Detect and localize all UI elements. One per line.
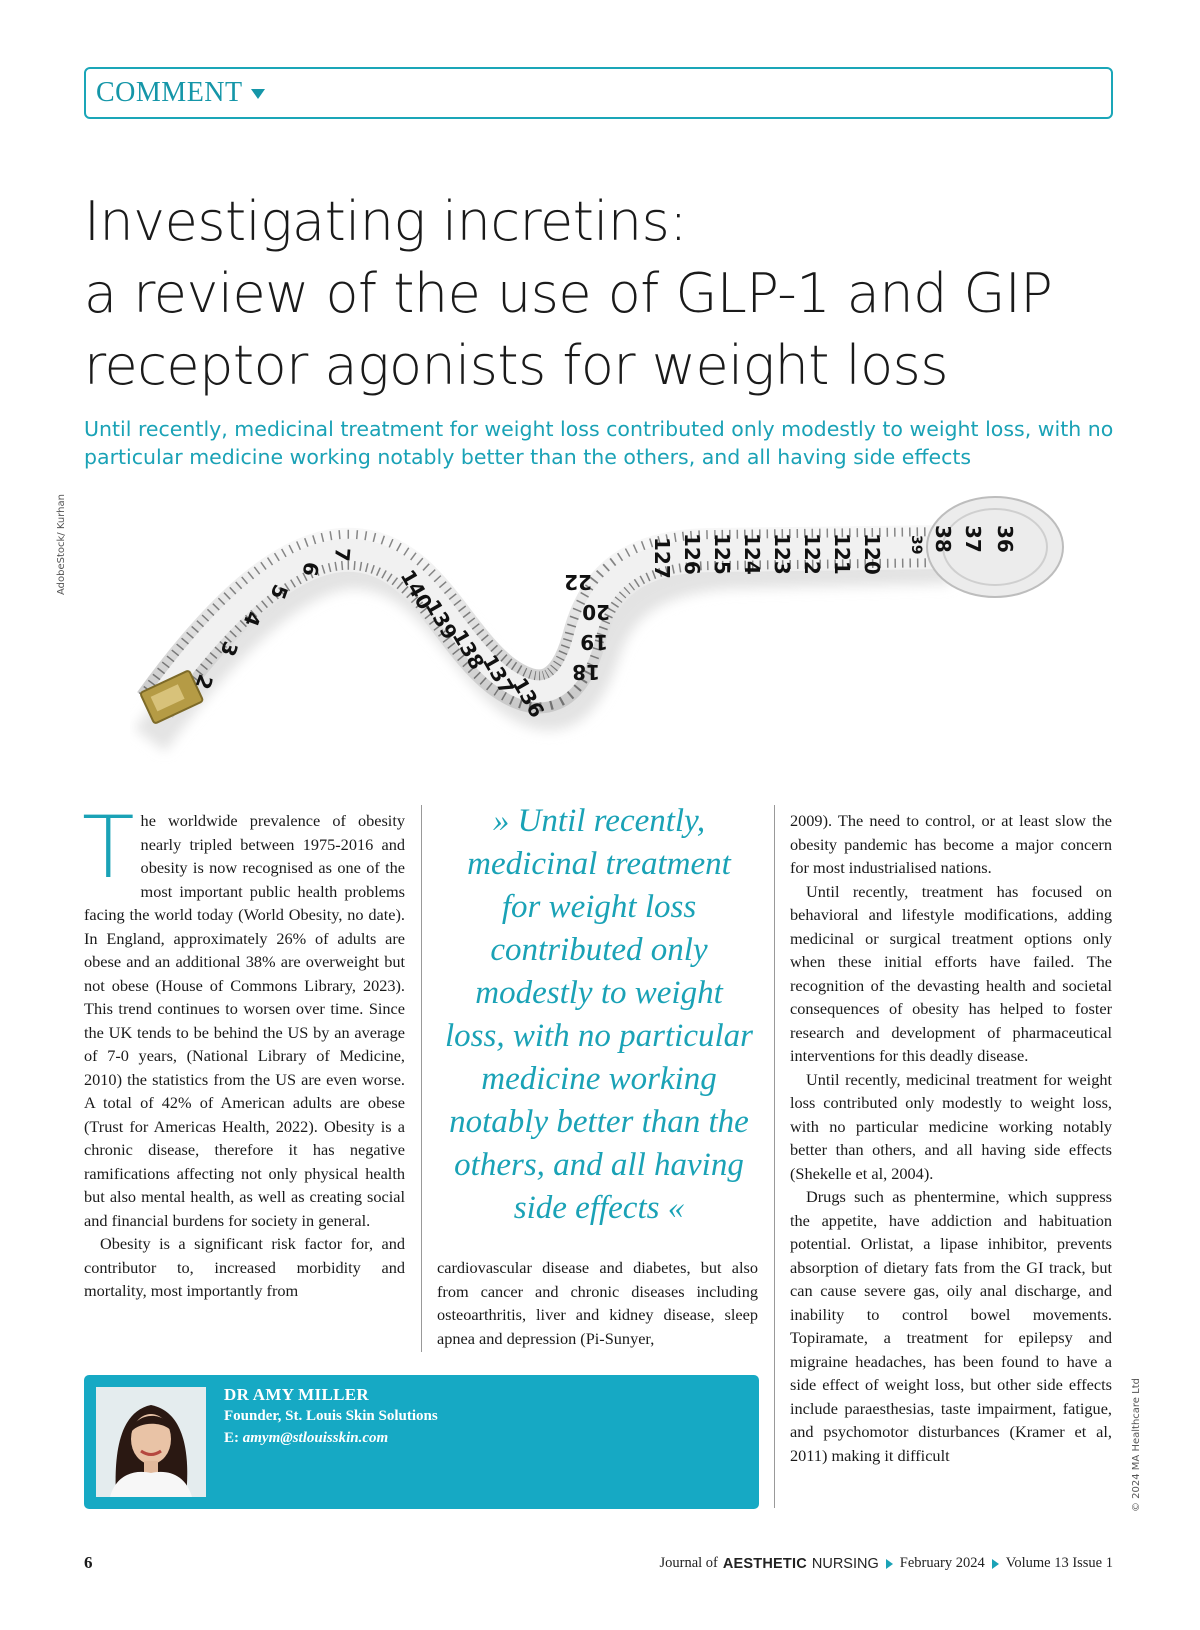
tick-label: 125 [710, 533, 734, 575]
issue-date: February 2024 [899, 1555, 985, 1571]
pull-quote-line: side effects « [513, 1190, 685, 1226]
triangle-down-icon [251, 89, 265, 99]
tick-label: 39 [908, 535, 924, 555]
tick-label: 38 [931, 525, 955, 553]
section-label: COMMENT [96, 77, 243, 108]
journal-name-bold: AESTHETIC [722, 1555, 807, 1572]
body-paragraph: Drugs such as phentermine, which suppress the appetite, have addiction and habituation potential. Orlistat, a lipase inhibitor, prevents absorption of dietary fats from the GI track, but can cause severe gas, oily anal discharge, and inability to control bowel movements. Topiramate, a treatment for epilepsy and migraine headaches, has been found to have a side effect of weight loss, but other side effects include paraesthesias, taste impairment, fatigue, and psychomotor disturbances (Kramer et al, 2011) making it difficult [790, 1187, 1112, 1465]
image-credit: AdobeStock/ Kurhan [56, 494, 67, 595]
pull-quote-line: notably better than the [449, 1104, 749, 1140]
section-header [84, 67, 1113, 119]
tick-label: 6 [297, 560, 324, 579]
tick-label: 139 [420, 595, 463, 644]
tick-label: 18 [572, 660, 600, 684]
body-paragraph: Until recently, treatment has focused on behavioral and lifestyle modifications, adding medicinal or surgical treatment options only when these initial efforts have failed. The recognition of the devasting health and societal consequences of obesity has helped to foster research and development of pharmaceutical interventions for this deadly disease. [790, 881, 1112, 1065]
pull-quote-line: » Until recently, [492, 803, 706, 839]
pull-quote-line: contributed only [490, 932, 708, 968]
tape-measure-photo [130, 495, 1090, 785]
tick-label: 121 [830, 533, 854, 575]
body-column-1 [82, 798, 405, 1303]
author-name: DR AMY MILLER [224, 1385, 369, 1404]
title-line-3: receptor agonists for weight loss [84, 334, 948, 397]
body-column-2 [437, 1256, 758, 1350]
journal-name-suffix: NURSING [811, 1555, 879, 1572]
body-paragraph: 2009). The need to control, or at least slow the obesity pandemic has become a major concern for most industrialised nations. [790, 811, 1112, 877]
tick-label: 4 [238, 608, 266, 630]
pull-quote-line: modestly to weight [475, 975, 723, 1011]
pull-quote [436, 800, 762, 1230]
column-divider [774, 805, 775, 1508]
tick-label: 127 [650, 537, 674, 579]
tick-label: 138 [447, 625, 490, 674]
tick-label: 140 [395, 565, 438, 614]
column-divider [421, 805, 422, 1352]
tick-label: 37 [961, 525, 985, 553]
journal-prefix: Journal of [659, 1555, 718, 1571]
pull-quote-line: others, and all having [454, 1147, 744, 1183]
title-line-1: Investigating incretins: [84, 190, 687, 253]
journal-footer [660, 1555, 1114, 1572]
author-box [84, 1375, 759, 1509]
body-paragraph: Until recently, medicinal treatment for weight loss contributed only modestly to weight loss, with no particular medicine working notably better than others, and all having side effects (Shekelle et al, 2004). [790, 1069, 1112, 1183]
tick-label: 126 [680, 533, 704, 575]
tick-label: 5 [265, 581, 293, 603]
copyright-notice: © 2024 MA Healthcare Ltd [1131, 1378, 1142, 1512]
tick-label: 7 [329, 546, 355, 563]
standfirst: Until recently, medicinal treatment for weight loss contributed only modestly to weight loss, with no particular medicine working notably better than the others, and all having side effects [84, 417, 1114, 469]
body-column-3 [790, 809, 1112, 1467]
tick-label: 136 [507, 673, 550, 722]
author-email-prefix: E: [224, 1430, 243, 1446]
page-number: 6 [84, 1553, 93, 1572]
author-email-link[interactable]: amym@stlouisskin.com [242, 1430, 389, 1446]
pull-quote-line: loss, with no particular [444, 1018, 754, 1054]
author-role: Founder, St. Louis Skin Solutions [224, 1408, 438, 1424]
triangle-right-icon [992, 1559, 999, 1569]
title-line-2: a review of the use of GLP-1 and GIP [84, 262, 1053, 325]
pull-quote-line: medicinal treatment [467, 846, 731, 882]
author-avatar [96, 1387, 206, 1497]
volume-issue: Volume 13 Issue 1 [1005, 1555, 1113, 1571]
tick-label: 3 [215, 638, 243, 660]
body-paragraph: he worldwide prevalence of obesity nearly tripled between 1975-2016 and obesity is now recognised as one of the most important public health problems facing the world today (World Obesity, no date). In England, approximately 26% of adults are obese and an additional 38% are overweight but not obese (House of Commons Library, 2023). This trend continues to worsen over time. Since the UK tends to be behind the US by an average of 7-0 years, (National Library of Medicine, 2010) the statistics from the US are even worse. A total of 42% of American adults are obese (Trust for Americas Health, 2022). Obesity is a chronic disease, therefore it has negative ramifications affecting not only physical health but also mental health, as well as creating social and financial burdens for society in general. [84, 811, 405, 1230]
tick-label: 2 [190, 671, 218, 693]
tick-label: 137 [477, 650, 520, 699]
body-paragraph: cardiovascular disease and diabetes, but also from cancer and chronic diseases including osteoarthritis, liver and kidney disease, sleep apnea and depression (Pi-Sunyer, [437, 1258, 758, 1348]
drop-cap: T [82, 798, 135, 898]
tick-label: 22 [564, 570, 592, 594]
author-email [224, 1430, 388, 1447]
tick-label: 19 [580, 630, 608, 654]
pull-quote-line: for weight loss [501, 889, 697, 925]
tick-label: 122 [800, 533, 824, 575]
triangle-right-icon [886, 1559, 893, 1569]
tick-label: 36 [993, 525, 1017, 553]
tick-label: 120 [860, 533, 884, 575]
tick-label: 123 [770, 533, 794, 575]
pull-quote-line: medicine working [481, 1061, 717, 1097]
tick-label: 124 [740, 533, 764, 575]
article-title [84, 186, 1124, 402]
body-paragraph: Obesity is a significant risk factor for, and contributor to, increased morbidity and mortality, most importantly from [84, 1234, 405, 1300]
tick-label: 20 [582, 600, 610, 624]
